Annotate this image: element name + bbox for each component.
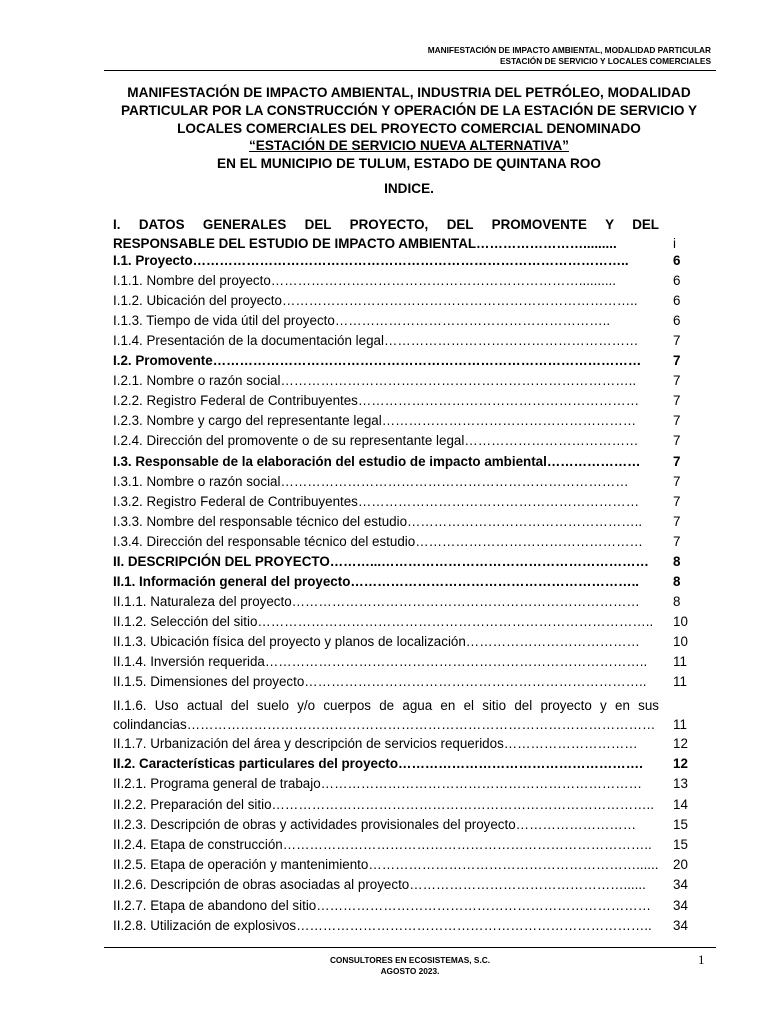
title-line-5: EN EL MUNICIPIO DE TULUM, ESTADO DE QUINTANA ROO	[217, 156, 601, 172]
toc-entry-page: 11	[673, 654, 687, 669]
title-line-2: PARTICULAR POR LA CONSTRUCCIÓN Y OPERACIÓN DE LA ESTACIÓN DE SERVICIO Y	[120, 102, 698, 118]
toc-entry-text: I.2. Promovente……………………………………………………………………………………	[113, 353, 642, 369]
page-number: 1	[698, 952, 705, 967]
toc-entry-page: 7	[673, 413, 681, 429]
toc-entry	[113, 774, 686, 794]
toc-entry-text: I.1.4. Presentación de la documentación legal…………………………………………………	[113, 333, 639, 349]
toc-entry-page: 10	[673, 633, 688, 649]
toc-entry	[113, 411, 686, 431]
toc-entry	[113, 795, 686, 815]
toc-entry	[113, 291, 686, 311]
toc-entry-text: II.2.2. Preparación del sitio…………………………………………………………………………..	[113, 796, 654, 812]
toc-entry	[113, 572, 686, 592]
title-line-1: MANIFESTACIÓN DE IMPACTO AMBIENTAL, INDUSTRIA DEL PETRÓLEO, MODALIDAD	[127, 85, 691, 100]
toc-entry-page: i	[673, 236, 676, 251]
toc-entry	[113, 916, 686, 936]
toc-entry-text: II.1.1. Naturaleza del proyecto……………………………………………………………………	[113, 593, 640, 609]
toc-entry-text: I.3.2. Registro Federal de Contribuyentes………………………………………………………	[113, 493, 640, 509]
toc-entry-page: 13	[673, 776, 688, 792]
title-project-name: “ESTACIÓN DE SERVICIO NUEVA ALTERNATIVA”	[249, 138, 569, 154]
toc-entry	[113, 452, 686, 472]
toc-entry	[113, 855, 686, 875]
toc-entry-page: 7	[673, 453, 681, 469]
toc-entry-page: 11	[673, 717, 687, 732]
toc-entry-text: I. DATOS GENERALES DEL PROYECTO, DEL PROMOVENTE Y DEL	[113, 217, 659, 232]
toc-entry	[113, 331, 686, 351]
toc-entry-text: II.2.5. Etapa de operación y mantenimiento……………………………………………………......	[113, 857, 659, 873]
toc-entry	[113, 532, 686, 552]
toc-entry	[113, 632, 686, 652]
toc-entry-text: I.3.1. Nombre o razón social……………………………………………………………………	[113, 473, 629, 489]
toc-entry-page: 8	[673, 553, 681, 569]
toc-entry-text: I.3. Responsable de la elaboración del estudio de impacto ambiental…………………	[113, 453, 641, 469]
toc-entry-page: 14	[673, 796, 688, 812]
footer-line-2: AGOSTO 2023.	[380, 965, 440, 976]
toc-entry-page: 7	[673, 513, 681, 529]
toc-entry-page: 7	[673, 393, 681, 409]
toc-entry-text: II.2. Características particulares del proyecto……………………………………………….	[113, 756, 643, 772]
document-title	[100, 84, 718, 173]
toc-entry-text: I.2.3. Nombre y cargo del representante legal…………………………………………………	[113, 413, 637, 429]
toc-entry	[113, 734, 686, 754]
header-divider	[104, 70, 716, 71]
toc-entry	[113, 835, 686, 855]
toc-entry-text: II.1.3. Ubicación física del proyecto y planos de localización…………………………………	[113, 633, 640, 649]
toc-entry	[113, 431, 686, 451]
toc-entry-text: I.1.1. Nombre del proyecto……………………………………………………………..........	[113, 273, 616, 289]
toc-entry-text: II.1.6. Uso actual del suelo y/o cuerpos de agua en el sitio del proyecto y en sus	[113, 698, 659, 713]
toc-entry-page: 34	[673, 917, 688, 933]
toc-entry	[113, 472, 686, 492]
toc-entry-text: II.2.6. Descripción de obras asociadas al proyecto…………………………………………......	[113, 877, 646, 893]
toc-entry-page: 15	[673, 816, 688, 832]
toc-entry-text: I.2.1. Nombre o razón social……………………………………………………………………..	[113, 373, 637, 389]
toc-entry	[113, 251, 686, 271]
toc-entry	[113, 592, 686, 612]
toc-entry-text: I.1.3. Tiempo de vida útil del proyecto……………………………………………………..	[113, 313, 611, 329]
toc-entry	[113, 815, 686, 835]
toc-entry-text: II. DESCRIPCIÓN DEL PROYECTO………...……………………………………………………	[113, 553, 649, 569]
header-line-2: ESTACIÓN DE SERVICIO Y LOCALES COMERCIALES	[500, 55, 711, 66]
toc-entry-page: 7	[673, 533, 681, 549]
toc-entry-text: I.1. Proyecto……………………………………………………………………………………..	[113, 253, 629, 268]
toc-entry-text: II.2.3. Descripción de obras y actividades provisionales del proyecto………………………	[113, 816, 637, 832]
toc-entry-page: 8	[673, 573, 681, 589]
toc-entry-page: 7	[673, 353, 681, 369]
toc-entry-page: 8	[673, 593, 681, 609]
toc-entry-text: II.1.5. Dimensiones del proyecto…………………………………………………………………..	[113, 674, 647, 690]
toc-entry-page: 7	[673, 473, 681, 489]
toc-entry-text: colindancias……………………………………………………………………………………………	[113, 717, 656, 732]
toc-entry	[113, 754, 686, 774]
toc-entry-text: II.1.7. Urbanización del área y descripción de servicios requeridos…………………………	[113, 736, 638, 751]
toc-entry	[113, 552, 686, 572]
toc-entry-wrapped	[113, 697, 686, 737]
toc-entry-page: 12	[673, 736, 688, 751]
footer-line-1: CONSULTORES EN ECOSISTEMAS, S.C.	[329, 955, 491, 965]
index-heading: INDICE.	[384, 181, 434, 196]
footer-divider	[104, 947, 716, 948]
toc-entry-text: II.1.2. Selección del sitio……………………………………………………………………………..	[113, 613, 654, 629]
toc-entry	[113, 391, 686, 411]
toc-entry-page: 7	[673, 433, 681, 449]
toc-entry-page: 6	[673, 273, 681, 289]
toc-entry-section-1	[113, 216, 686, 256]
toc-entry-text: II.2.1. Programa general de trabajo………………………………………………………………	[113, 776, 643, 792]
toc-entry-text: II.1.4. Inversión requerida…………………………………………………………………………..	[113, 654, 648, 669]
toc-entry	[113, 512, 686, 532]
toc-entry-text: II.1. Información general del proyecto………………………………………………………..	[113, 573, 640, 589]
toc-entry-page: 20	[673, 857, 688, 873]
toc-entry-page: 6	[673, 293, 681, 309]
toc-entry-page: 34	[673, 897, 688, 913]
toc-entry-text: I.2.4. Dirección del promovente o de su representante legal…………………………………	[113, 433, 639, 449]
toc-entry-text: I.3.3. Nombre del responsable técnico del estudio……………………………………………..	[113, 513, 643, 529]
toc-entry-text: II.2.4. Etapa de construcción………………………………………………………………………..	[113, 837, 652, 852]
toc-entry-page: 34	[673, 877, 688, 893]
toc-entry-page: 11	[673, 674, 687, 690]
toc-entry-text: II.2.7. Etapa de abandono del sitio…………………………………………………………………	[113, 897, 652, 913]
header-line-1: MANIFESTACIÓN DE IMPACTO AMBIENTAL, MODALIDAD PARTICULAR	[427, 45, 711, 55]
running-footer	[104, 955, 716, 976]
toc-entry-page: 7	[673, 333, 681, 349]
toc-entry	[113, 672, 686, 692]
running-header	[71, 45, 711, 66]
toc-entry-text: I.1.2. Ubicación del proyecto……………………………………………………………………..	[113, 293, 638, 309]
toc-entry	[113, 652, 686, 672]
toc-entry	[113, 311, 686, 331]
toc-entry-page: 6	[673, 253, 681, 268]
toc-entry-page: 6	[673, 313, 681, 329]
toc-entry-page: 7	[673, 493, 681, 509]
toc-entry	[113, 875, 686, 895]
toc-entry-page: 7	[673, 373, 681, 389]
toc-entry-text: RESPONSABLE DEL ESTUDIO DE IMPACTO AMBIENTAL…………………….........	[113, 236, 617, 251]
toc-entry	[113, 896, 686, 916]
toc-entry	[113, 271, 686, 291]
toc-entry-page: 15	[673, 837, 688, 852]
toc-entry	[113, 351, 686, 371]
toc-entry-text: I.2.2. Registro Federal de Contribuyentes………………………………………………………	[113, 393, 640, 409]
toc-entry	[113, 371, 686, 391]
toc-entry-text: I.3.4. Dirección del responsable técnico del estudio……………………………………………	[113, 533, 643, 549]
toc-entry	[113, 492, 686, 512]
toc-entry-text: II.2.8. Utilización de explosivos……………………………………………………………………..	[113, 917, 652, 933]
toc-entry-page: 12	[673, 756, 688, 772]
title-line-3: LOCALES COMERCIALES DEL PROYECTO COMERCIAL DENOMINADO	[177, 120, 641, 136]
toc-entry-page: 10	[673, 613, 688, 629]
toc-entry	[113, 612, 686, 632]
